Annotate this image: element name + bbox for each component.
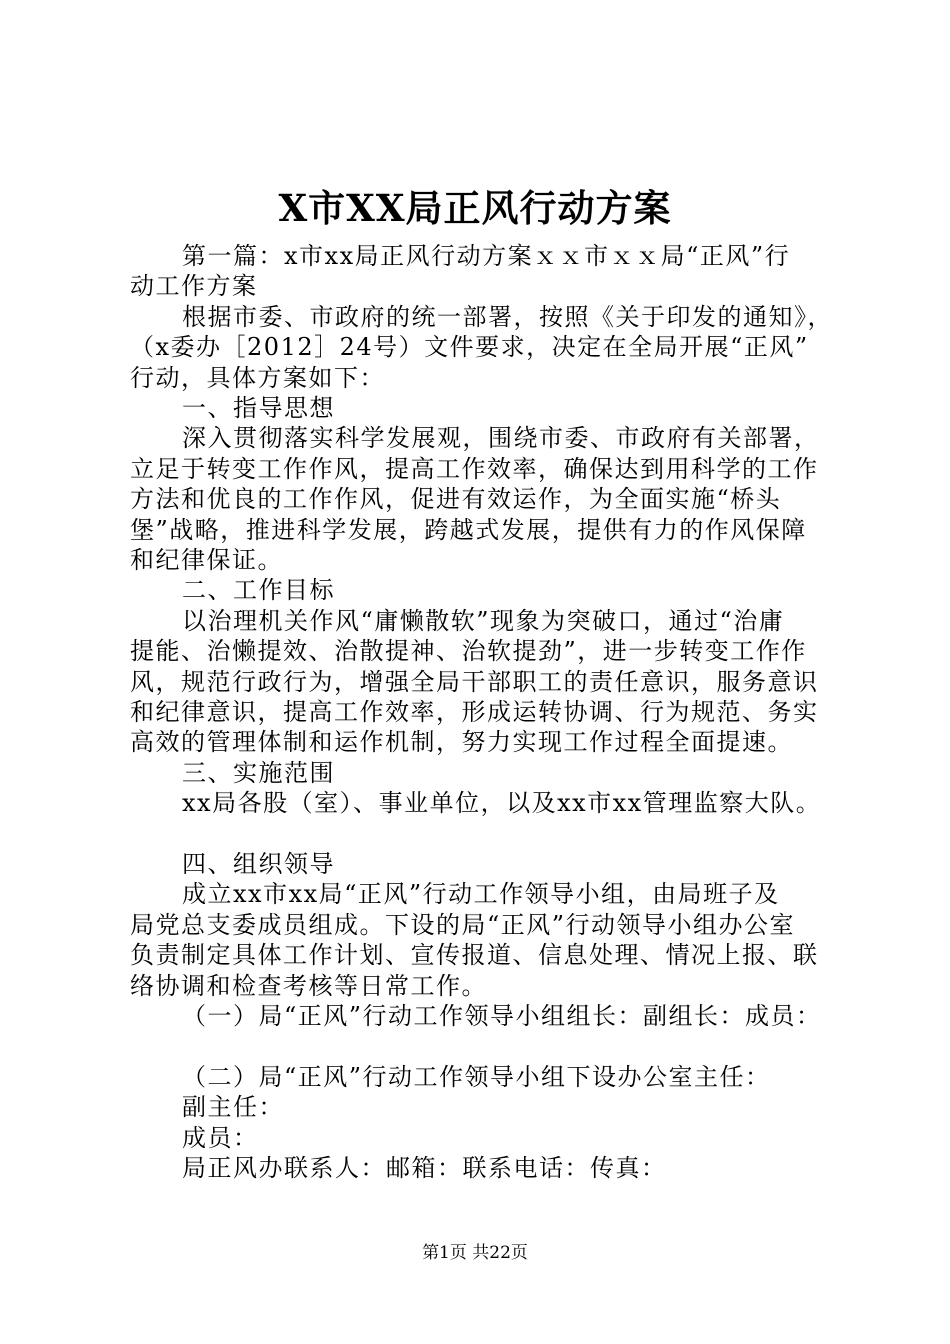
body-line: 局正风办联系人：邮箱：联系电话：传真： (182, 1154, 667, 1182)
body-line: 和纪律保证。 (130, 546, 283, 574)
body-line: 风，规范行政行为，增强全局干部职工的责任意识，服务意识 (130, 668, 819, 696)
body-line: 提能、治懒提效、治散提神、治软提劲”，进一步转变工作作 (130, 637, 807, 665)
body-line: 根据市委、市政府的统一部署，按照《关于印发的通知》， (182, 303, 833, 331)
body-line: （一）局“正风”行动工作领导小组组长：副组长：成员： (182, 1002, 822, 1030)
body-line: 立足于转变工作作风，提高工作效率，确保达到用科学的工作 (130, 455, 819, 483)
body-line: 动工作方案 (130, 272, 258, 300)
body-line: 堡”战略，推进科学发展，跨越式发展，提供有力的作风保障 (130, 516, 807, 544)
body-line: 成员： (182, 1124, 259, 1152)
body-line: 以治理机关作风“庸懒散软”现象为突破口，通过“治庸 (182, 607, 785, 635)
body-line: （x委办［2012］24号）文件要求，决定在全局开展“正风” (130, 333, 809, 361)
section-heading: 二、工作目标 (182, 576, 335, 604)
section-heading: 四、组织领导 (182, 850, 335, 878)
body-line: 深入贯彻落实科学发展观，围绕市委、市政府有关部署， (182, 424, 820, 452)
body-line: 行动，具体方案如下： (130, 364, 385, 392)
body-line: 高效的管理体制和运作机制，努力实现工作过程全面提速。 (130, 728, 793, 756)
section-heading: 一、指导思想 (182, 394, 335, 422)
document-title: X市XX局正风行动方案 (278, 186, 672, 230)
body-line: 成立xx市xx局“正风”行动工作领导小组，由局班子及 (182, 880, 780, 908)
body-line: 第一篇：x市xx局正风行动方案ｘｘ市ｘｘ局“正风”行 (182, 242, 791, 270)
body-line: 负责制定具体工作计划、宣传报道、信息处理、情况上报、联 (130, 941, 819, 969)
body-line: 和纪律意识，提高工作效率，形成运转协调、行为规范、务实 (130, 698, 819, 726)
page-number-footer: 第1页 共22页 (422, 1243, 528, 1263)
body-line: xx局各股（室）、事业单位，以及xx市xx管理监察大队。 (182, 789, 822, 817)
section-heading: 三、实施范围 (182, 759, 335, 787)
body-line: 副主任： (182, 1093, 284, 1121)
body-line: 方法和优良的工作作风，促进有效运作，为全面实施“桥头 (130, 485, 782, 513)
body-line: 局党总支委成员组成。下设的局“正风”行动领导小组办公室 (130, 911, 796, 939)
body-line: 络协调和检查考核等日常工作。 (130, 972, 487, 1000)
body-line: （二）局“正风”行动工作领导小组下设办公室主任： (182, 1063, 771, 1091)
